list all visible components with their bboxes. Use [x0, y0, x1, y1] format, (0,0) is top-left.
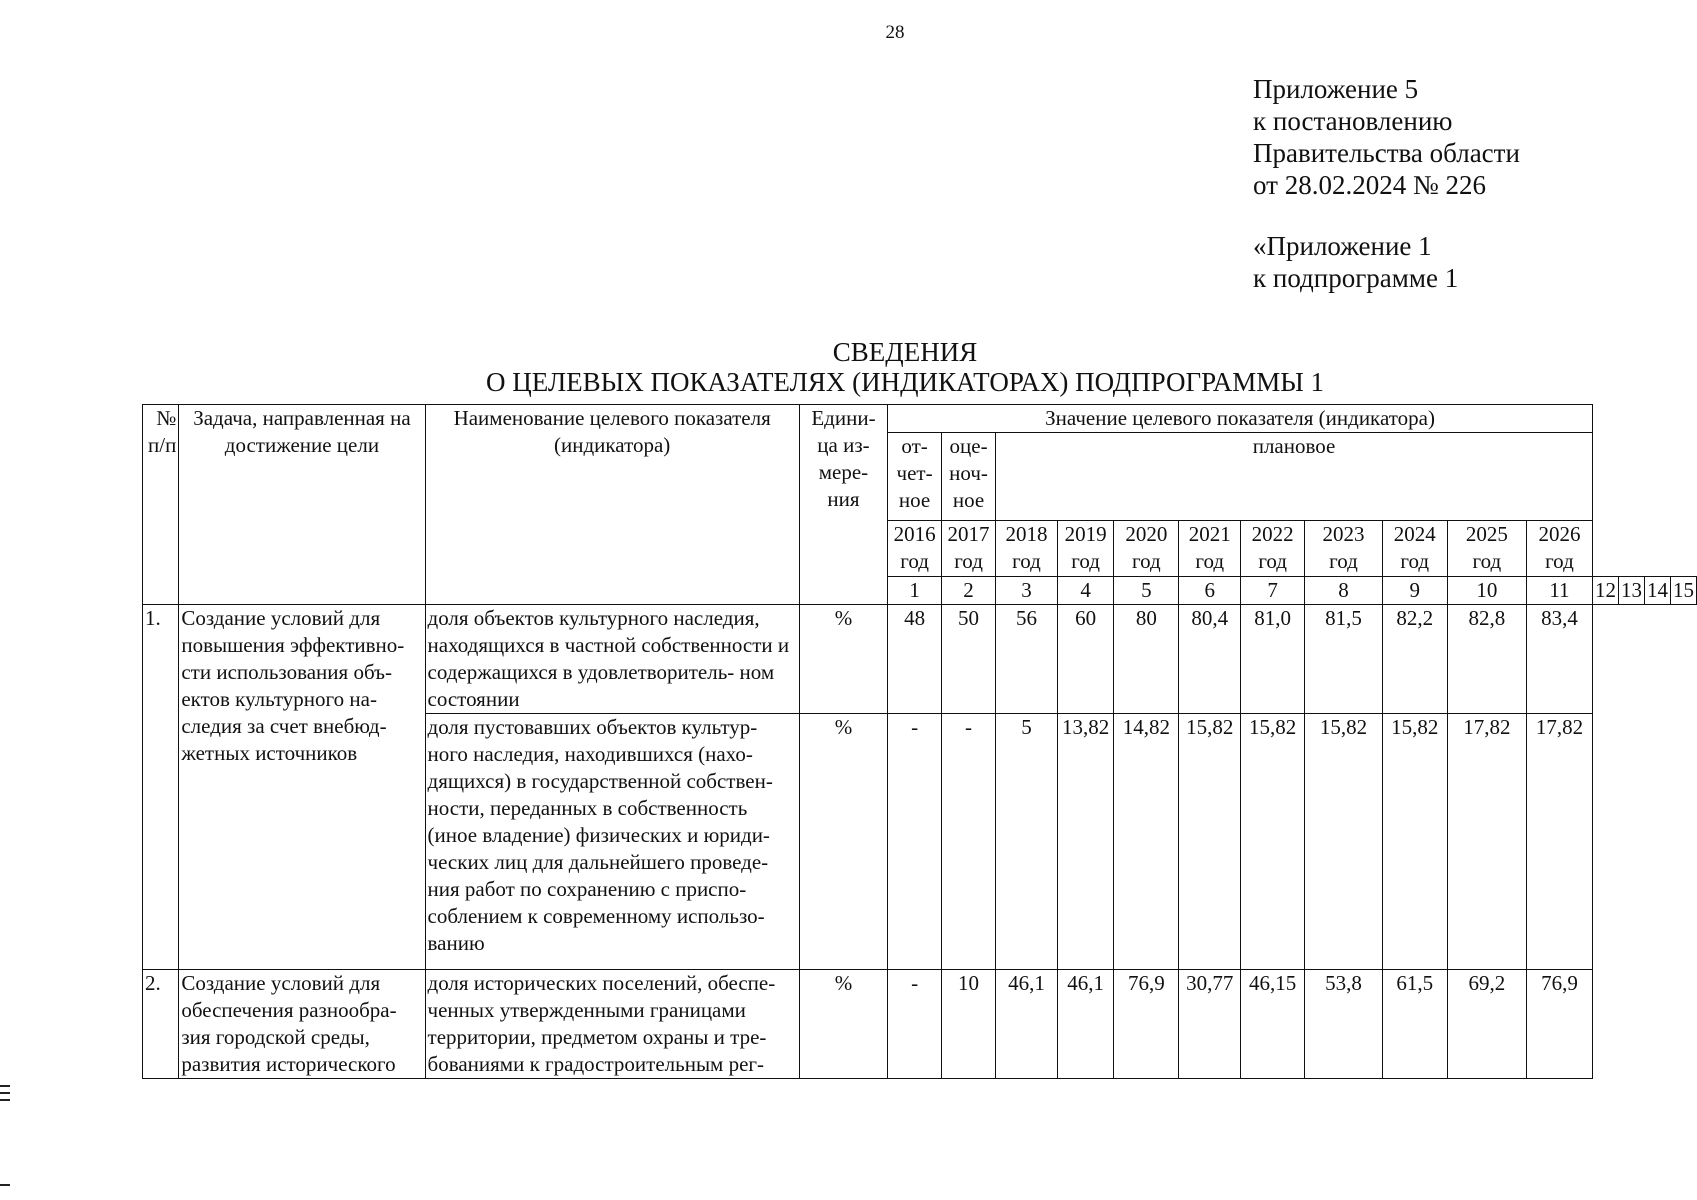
header-year: 2017 год	[942, 521, 996, 577]
row-value: 15,82	[1305, 714, 1382, 970]
annex-line: к постановлению	[1253, 106, 1453, 136]
row-value: 46,1	[996, 970, 1058, 1079]
row-value: 5	[996, 714, 1058, 970]
scan-mark	[0, 1085, 10, 1087]
header-planned: плановое	[996, 433, 1593, 521]
scan-mark	[0, 1092, 10, 1094]
header-year: 2025 год	[1447, 521, 1526, 577]
row-value: 53,8	[1305, 970, 1382, 1079]
header-num: № п/п	[143, 405, 179, 605]
row-value: 80	[1114, 605, 1179, 714]
header-year: 2023 год	[1305, 521, 1382, 577]
row-value: 56	[996, 605, 1058, 714]
col-number: 12	[1593, 577, 1619, 605]
row-task: Создание условий для повышения эффективно- сти использования объ- ектов культурного на- следия за счет внебюд- жетных источников	[179, 605, 425, 970]
row-value: 61,5	[1382, 970, 1447, 1079]
indicators-table	[142, 404, 1697, 1079]
header-task: Задача, направленная на достижение цели	[179, 405, 425, 605]
row-indicator: доля пустовавших объектов культур- ного наследия, находившихся (нахо- дящихся) в государственной собствен- ности, переданных в собственность (иное владение) физических и юриди- ческих лиц для дальнейшего проведе- ния работ по сохранению с приспо- соблением к современному использо- ванию	[425, 714, 799, 970]
header-year: 2020 год	[1114, 521, 1179, 577]
row-value: 13,82	[1057, 714, 1113, 970]
col-number: 14	[1645, 577, 1671, 605]
col-number: 11	[1526, 577, 1592, 605]
col-number: 5	[1114, 577, 1179, 605]
row-value: 17,82	[1526, 714, 1592, 970]
row-unit: %	[799, 970, 887, 1079]
header-unit: Едини- ца из- мере- ния	[799, 405, 887, 605]
row-value: 80,4	[1179, 605, 1241, 714]
col-number: 15	[1671, 577, 1697, 605]
annex-line: Правительства области	[1253, 138, 1520, 168]
col-number: 1	[888, 577, 942, 605]
row-indicator: доля объектов культурного наследия, находящихся в частной собственности и содержащихся в удовлетворитель- ном состоянии	[425, 605, 799, 714]
row-value: 10	[942, 970, 996, 1079]
row-value: 76,9	[1526, 970, 1592, 1079]
col-number: 2	[942, 577, 996, 605]
col-number: 3	[996, 577, 1058, 605]
annex-line: «Приложение 1	[1253, 231, 1432, 261]
header-year: 2022 год	[1241, 521, 1305, 577]
page-number: 28	[885, 22, 905, 43]
title-line: О ЦЕЛЕВЫХ ПОКАЗАТЕЛЯХ (ИНДИКАТОРАХ) ПОДПРОГРАММЫ 1	[485, 367, 1325, 397]
header-reported: от- чет- ное	[888, 433, 942, 521]
document-title	[140, 337, 1670, 397]
annex-line: от 28.02.2024 № 226	[1253, 170, 1486, 200]
annex-header	[1253, 73, 1520, 294]
row-value: 60	[1057, 605, 1113, 714]
title-line: СВЕДЕНИЯ	[832, 337, 978, 367]
header-year: 2026 год	[1526, 521, 1592, 577]
header-year: 2018 год	[996, 521, 1058, 577]
row-value: 81,0	[1241, 605, 1305, 714]
row-value: 82,2	[1382, 605, 1447, 714]
annex-line: Приложение 5	[1253, 74, 1419, 104]
col-number: 10	[1447, 577, 1526, 605]
row-value: 46,1	[1057, 970, 1113, 1079]
row-value: 15,82	[1241, 714, 1305, 970]
header-year: 2016 год	[888, 521, 942, 577]
row-value: -	[888, 970, 942, 1079]
row-num: 1.	[143, 605, 179, 970]
row-unit: %	[799, 605, 887, 714]
row-value: 81,5	[1305, 605, 1382, 714]
row-indicator: доля исторических поселений, обеспе- ченных утвержденными границами территории, предметом охраны и тре- бованиями к градостроительным рег-	[425, 970, 799, 1079]
row-value: 69,2	[1447, 970, 1526, 1079]
header-year: 2024 год	[1382, 521, 1447, 577]
row-value: 30,77	[1179, 970, 1241, 1079]
header-year: 2021 год	[1179, 521, 1241, 577]
row-num: 2.	[143, 970, 179, 1079]
row-task: Создание условий для обеспечения разнообра- зия городской среды, развития исторического	[179, 970, 425, 1079]
row-value: 17,82	[1447, 714, 1526, 970]
header-indicator: Наименование целевого показателя (индикатора)	[425, 405, 799, 605]
col-number: 6	[1179, 577, 1241, 605]
header-estimated: оце- ноч- ное	[942, 433, 996, 521]
row-value: 14,82	[1114, 714, 1179, 970]
row-value: 50	[942, 605, 996, 714]
header-value-group: Значение целевого показателя (индикатора)	[888, 405, 1593, 433]
col-number: 8	[1305, 577, 1382, 605]
row-value: 83,4	[1526, 605, 1592, 714]
row-value: 15,82	[1179, 714, 1241, 970]
scan-mark	[0, 1099, 10, 1101]
row-value: -	[942, 714, 996, 970]
row-value: 48	[888, 605, 942, 714]
table-row	[143, 605, 1697, 714]
row-value: -	[888, 714, 942, 970]
row-value: 76,9	[1114, 970, 1179, 1079]
row-value: 46,15	[1241, 970, 1305, 1079]
col-number: 13	[1619, 577, 1645, 605]
col-number: 9	[1382, 577, 1447, 605]
col-number: 7	[1241, 577, 1305, 605]
header-year: 2019 год	[1057, 521, 1113, 577]
scan-mark	[0, 1184, 10, 1186]
row-unit: %	[799, 714, 887, 970]
row-value: 82,8	[1447, 605, 1526, 714]
table-row	[143, 970, 1697, 1079]
row-value: 15,82	[1382, 714, 1447, 970]
annex-line: к подпрограмме 1	[1253, 263, 1459, 293]
col-number: 4	[1057, 577, 1113, 605]
